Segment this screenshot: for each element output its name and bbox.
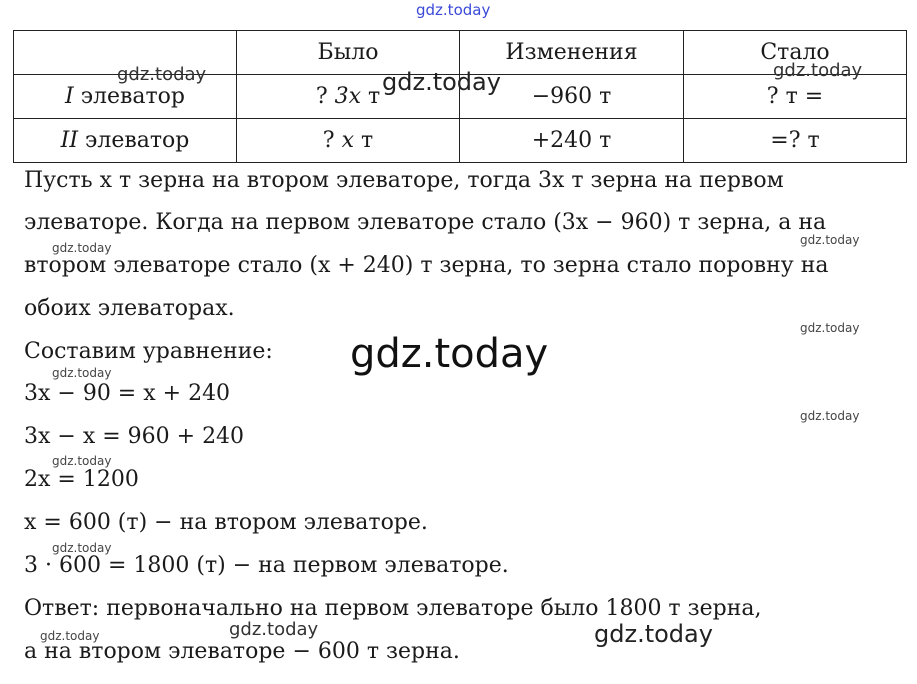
answer-line: Ответ: первоначально на первом элеваторе было 1800 т зерна, — [24, 596, 762, 621]
was-variable: x — [341, 128, 355, 153]
was-question: ? — [322, 128, 335, 153]
row-label-cell — [14, 119, 237, 163]
watermark: gdz.today — [594, 620, 713, 648]
row-label-cell — [14, 75, 237, 119]
watermark: gdz.today — [52, 241, 112, 255]
watermark-top: gdz.today — [416, 1, 491, 19]
result-cell: ? т = — [684, 75, 907, 119]
equation-line: 3 · 600 = 1800 (т) − на первом элеваторе. — [24, 553, 509, 578]
change-cell: −960 т — [460, 75, 684, 119]
solution-line: элеваторе. Когда на первом элеваторе стало (3x − 960) т зерна, а на — [24, 210, 827, 235]
table-row — [14, 75, 907, 119]
equation-line: 2x = 1200 — [24, 467, 139, 492]
watermark: gdz.today — [229, 619, 319, 640]
result-cell: =? т — [684, 119, 907, 163]
was-cell — [237, 119, 460, 163]
watermark: gdz.today — [800, 409, 860, 423]
solution-line: обоих элеваторах. — [24, 296, 235, 321]
was-unit: т — [368, 84, 381, 109]
row-label-word: элеватор — [85, 128, 190, 153]
answer-line: а на втором элеваторе − 600 т зерна. — [24, 639, 460, 664]
was-cell — [237, 75, 460, 119]
watermark: gdz.today — [52, 541, 112, 555]
equation-line: 3x − x = 960 + 240 — [24, 424, 245, 449]
table-header-cell: Стало — [684, 31, 907, 75]
solution-line: Составим уравнение: — [24, 339, 273, 364]
watermark: gdz.today — [800, 321, 860, 335]
was-unit: т — [361, 128, 374, 153]
change-cell: +240 т — [460, 119, 684, 163]
row-label-roman: I — [64, 84, 74, 109]
watermark-large: gdz.today — [350, 331, 549, 377]
table-header-cell: Изменения — [460, 31, 684, 75]
row-label-word: элеватор — [80, 84, 186, 109]
watermark: gdz.today — [773, 60, 863, 81]
equation-line: x = 600 (т) − на втором элеваторе. — [24, 510, 428, 535]
was-question: ? — [315, 84, 328, 109]
was-variable: 3x — [334, 84, 362, 109]
watermark: gdz.today — [40, 629, 100, 643]
table-header-cell: Было — [237, 31, 460, 75]
table-header-cell — [14, 31, 237, 75]
watermark: gdz.today — [52, 366, 112, 380]
solution-line: Пусть x т зерна на втором элеваторе, тогда 3x т зерна на первом — [24, 168, 784, 193]
table-header-row — [14, 31, 907, 75]
watermark: gdz.today — [117, 64, 207, 85]
table-row — [14, 119, 907, 163]
watermark: gdz.today — [382, 68, 501, 96]
watermark: gdz.today — [52, 454, 112, 468]
problem-table — [13, 30, 907, 163]
solution-line: втором элеваторе стало (x + 240) т зерна, то зерна стало поровну на — [24, 253, 829, 278]
equation-line: 3x − 90 = x + 240 — [24, 381, 231, 406]
row-label-roman: II — [60, 128, 79, 153]
watermark: gdz.today — [800, 233, 860, 247]
